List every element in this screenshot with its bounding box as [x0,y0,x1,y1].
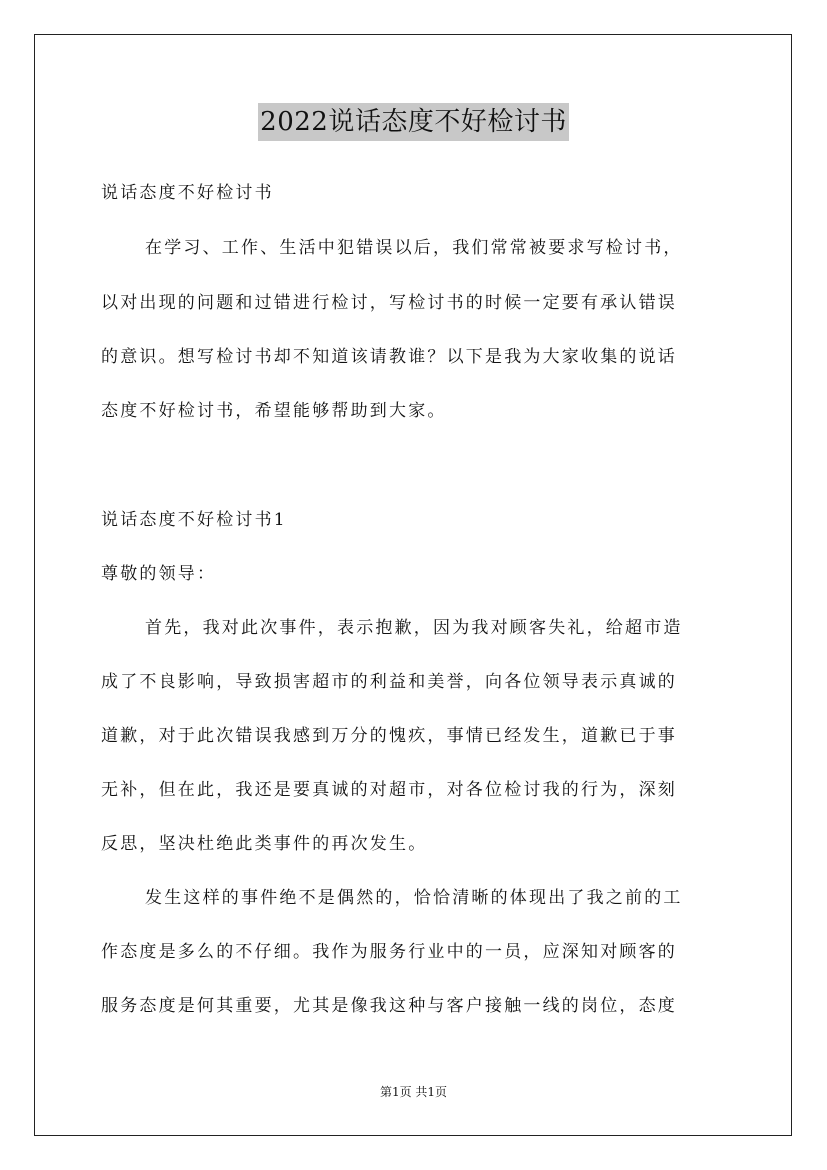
paragraph-line: 在学习、工作、生活中犯错误以后，我们常常被要求写检讨书， [145,238,683,258]
paragraph-line: 成了不良影响，导致损害超市的利益和美誉，向各位领导表示真诚的 [101,672,677,692]
paragraph-line: 反思，坚决杜绝此类事件的再次发生。 [101,834,428,854]
section-heading: 说话态度不好检讨书1 [101,510,287,530]
title-wrap [0,103,827,141]
salutation: 尊敬的领导： [101,564,217,584]
document-title: 2022说话态度不好检讨书 [258,103,569,141]
intro-heading: 说话态度不好检讨书 [101,183,274,203]
paragraph-line: 以对出现的问题和过错进行检讨，写检讨书的时候一定要有承认错误 [101,293,677,313]
paragraph-line: 道歉，对于此次错误我感到万分的愧疚，事情已经发生，道歉已于事 [101,726,677,746]
page-footer: 第1页 共1页 [379,1085,448,1099]
paragraph-line: 发生这样的事件绝不是偶然的，恰恰清晰的体现出了我之前的工 [145,888,683,908]
paragraph-line: 作态度是多么的不仔细。我作为服务行业中的一员，应深知对顾客的 [101,942,677,962]
paragraph-line: 首先，我对此次事件，表示抱歉，因为我对顾客失礼，给超市造 [145,618,683,638]
paragraph-line: 的意识。想写检讨书却不知道该请教谁？以下是我为大家收集的说话 [101,347,677,367]
paragraph-line: 无补，但在此，我还是要真诚的对超市，对各位检讨我的行为，深刻 [101,780,677,800]
paragraph-line: 服务态度是何其重要，尤其是像我这种与客户接触一线的岗位，态度 [101,996,677,1016]
paragraph-line: 态度不好检讨书，希望能够帮助到大家。 [101,401,447,421]
